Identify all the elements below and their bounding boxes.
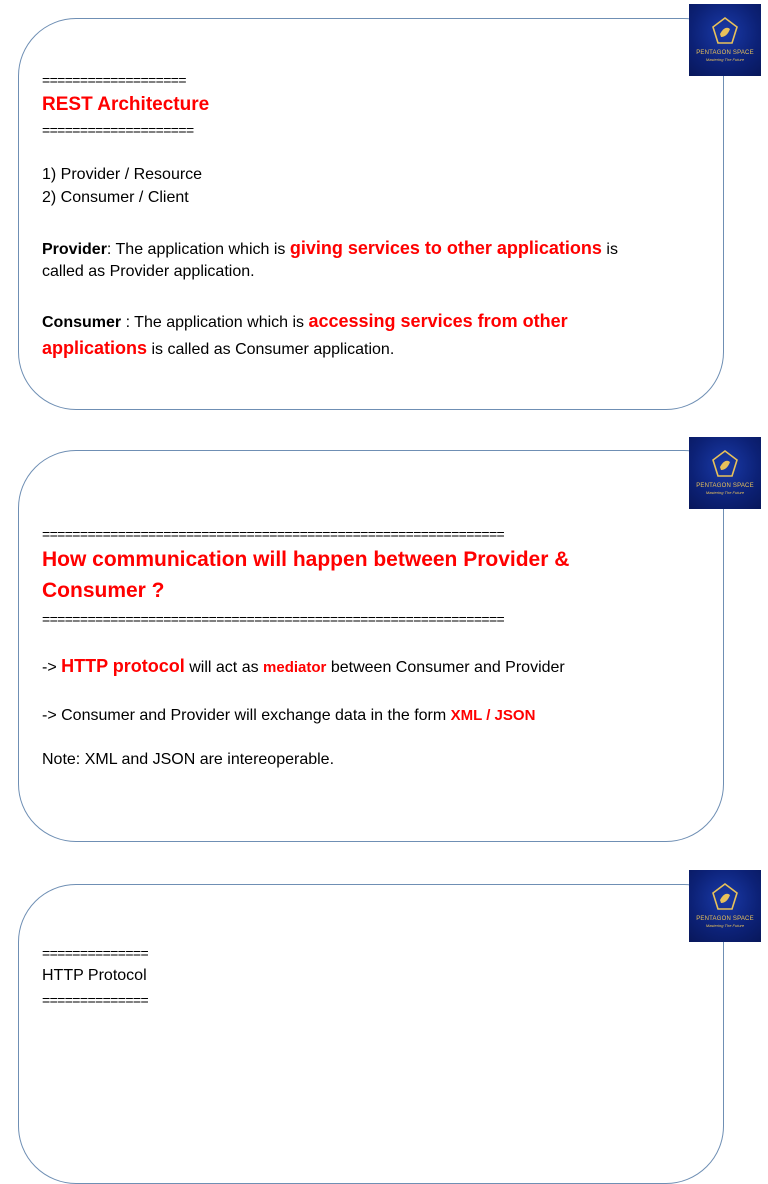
logo-tagline: Mastering The Future [705,923,745,928]
provider-highlight: giving services to other applications [289,238,602,258]
pentagon-space-logo [689,4,761,76]
pentagon-emblem-icon [712,17,738,45]
pentagon-space-logo [689,870,761,942]
pentagon-emblem-icon [712,450,738,478]
pentagon-emblem-icon [712,883,738,911]
provider-definition-line2: called as Provider application. [42,263,255,280]
point-http-protocol: -> HTTP protocol will act as mediator between Consumer and Provider [42,656,565,676]
note-text: Note: XML and JSON are intereoperable. [42,751,335,768]
logo-brand-text: PENTAGON SPACE [696,483,754,489]
consumer-definition-line2: applications is called as Consumer application. [42,338,395,358]
section-title-line1: How communication will happen between Provider & [42,548,570,571]
highlight-http-protocol: HTTP protocol [61,656,185,676]
section-card-communication [18,450,724,842]
separator-top: =================== [42,72,186,88]
list-item-consumer: 2) Consumer / Client [42,189,189,206]
consumer-highlight-part2: applications [42,338,148,358]
logo-brand-text: PENTAGON SPACE [696,916,754,922]
separator-bottom: ============== [42,992,149,1008]
consumer-term: Consumer [42,314,122,331]
separator-top: ============================================================= [42,526,505,542]
list-item-provider: 1) Provider / Resource [42,166,203,183]
point-data-exchange: -> Consumer and Provider will exchange data in the form XML / JSON [42,707,536,724]
provider-term: Provider [42,241,107,258]
highlight-xml-json: XML / JSON [450,707,536,724]
consumer-highlight-part1: accessing services from other [308,311,568,331]
provider-definition-line1: Provider: The application which is giving services to other applications is [42,238,618,258]
pentagon-space-logo [689,437,761,509]
separator-top: ============== [42,945,149,961]
consumer-definition-line1: Consumer : The application which is accessing services from other [42,311,568,331]
section-card-http-protocol [18,884,724,1184]
logo-brand-text: PENTAGON SPACE [696,50,754,56]
logo-tagline: Mastering The Future [705,490,745,495]
separator-bottom: ============================================================= [42,611,505,627]
section-title-http-protocol: HTTP Protocol [42,967,147,984]
logo-tagline: Mastering The Future [705,57,745,62]
section-title-rest-architecture: REST Architecture [42,94,210,115]
separator-bottom: ==================== [42,122,194,138]
section-title-line2: Consumer ? [42,579,165,602]
highlight-mediator: mediator [263,659,327,676]
